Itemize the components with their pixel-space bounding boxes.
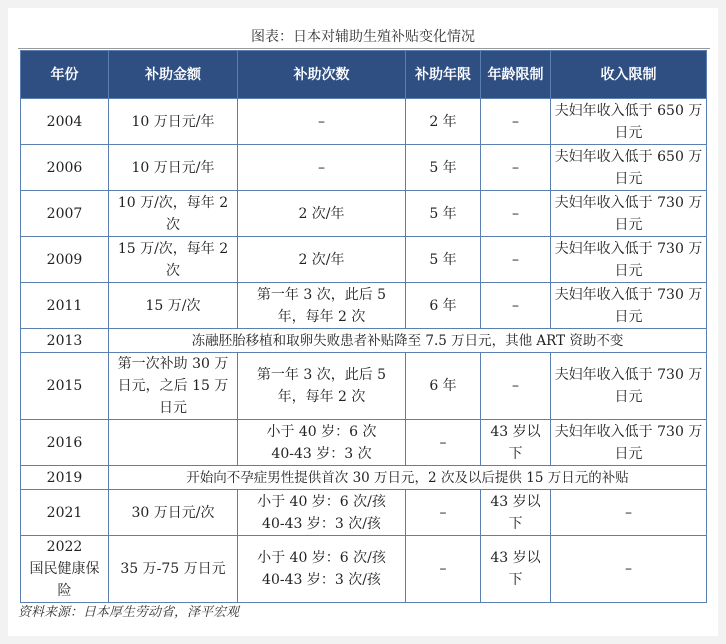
cell-years-limit: – [406,536,481,603]
cell-years-limit: – [406,420,481,466]
table-row [21,99,707,145]
table-row [21,420,707,466]
cell-years-limit: 5 年 [406,191,481,237]
cell-amount: 15 万/次 [109,283,238,329]
cell-years-limit: 5 年 [406,237,481,283]
header-row [21,51,707,99]
times-line: 40-43 岁：3 次 [271,445,372,462]
subsidy-table [20,50,707,603]
header-income-limit: 收入限制 [551,51,707,99]
cell-years-limit: 6 年 [406,353,481,420]
cell-age-limit: – [481,283,551,329]
header-age-limit: 年龄限制 [481,51,551,99]
header-years-limit: 补助年限 [406,51,481,99]
cell-year: 2006 [21,145,109,191]
cell-year: 2021 [21,490,109,536]
table-row [21,145,707,191]
cell-times: 第一年 3 次，此后 5 年，每年 2 次 [238,353,406,420]
title-divider [18,48,710,49]
source-note: 资料来源：日本厚生劳动省，泽平宏观 [18,605,240,620]
cell-times: – [238,145,406,191]
header-year: 年份 [21,51,109,99]
cell-income-limit: 夫妇年收入低于 730 万日元 [551,283,707,329]
cell-amount: 第一次补助 30 万日元，之后 15 万日元 [109,353,238,420]
cell-times: 2 次/年 [238,191,406,237]
cell-year [21,536,109,603]
cell-income-limit: 夫妇年收入低于 650 万日元 [551,99,707,145]
cell-year: 2013 [21,329,109,353]
year-line: 国民健康保险 [29,561,100,599]
cell-years-limit: 6 年 [406,283,481,329]
cell-amount: 15 万/次，每年 2 次 [109,237,238,283]
cell-times [238,536,406,603]
cell-times [238,490,406,536]
cell-income-limit: 夫妇年收入低于 730 万日元 [551,237,707,283]
cell-age-limit: – [481,145,551,191]
cell-years-limit: 5 年 [406,145,481,191]
cell-times: 2 次/年 [238,237,406,283]
cell-year: 2019 [21,466,109,490]
cell-times: 第一年 3 次，此后 5 年，每年 2 次 [238,283,406,329]
cell-age-limit: – [481,99,551,145]
cell-income-limit: 夫妇年收入低于 730 万日元 [551,420,707,466]
cell-income-limit: 夫妇年收入低于 650 万日元 [551,145,707,191]
times-line: 40-43 岁：3 次/孩 [262,572,381,588]
cell-year: 2011 [21,283,109,329]
cell-amount [109,420,238,466]
cell-year: 2004 [21,99,109,145]
table-row-note [21,329,707,353]
table-row [21,536,707,603]
cell-amount: 10 万日元/年 [109,99,238,145]
document-card [8,8,718,636]
times-line: 40-43 岁：3 次/孩 [262,515,381,532]
cell-year: 2009 [21,237,109,283]
cell-times: – [238,99,406,145]
table-row [21,191,707,237]
table-row [21,490,707,536]
cell-years-limit: 2 年 [406,99,481,145]
cell-amount: 10 万日元/年 [109,145,238,191]
year-line: 2022 [46,539,83,555]
cell-income-limit: – [551,490,707,536]
cell-age-limit: – [481,237,551,283]
cell-age-limit: 43 岁以下 [481,490,551,536]
cell-age-limit: – [481,353,551,420]
times-line: 小于 40 岁：6 次/孩 [257,493,386,510]
table-row [21,353,707,420]
cell-income-limit: 夫妇年收入低于 730 万日元 [551,353,707,420]
times-line: 小于 40 岁：6 次/孩 [257,550,386,566]
cell-year: 2007 [21,191,109,237]
cell-times [238,420,406,466]
cell-age-limit: 43 岁以下 [481,536,551,603]
table-row-note [21,466,707,490]
table-row [21,237,707,283]
cell-years-limit: – [406,490,481,536]
cell-note: 冻融胚胎移植和取卵失败患者补贴降至 7.5 万日元，其他 ART 资助不变 [109,329,707,353]
cell-year: 2016 [21,420,109,466]
cell-amount: 35 万-75 万日元 [109,536,238,603]
header-amount: 补助金额 [109,51,238,99]
table-row [21,283,707,329]
cell-year: 2015 [21,353,109,420]
cell-age-limit: – [481,191,551,237]
cell-income-limit: – [551,536,707,603]
cell-income-limit: 夫妇年收入低于 730 万日元 [551,191,707,237]
figure-title: 图表：日本对辅助生殖补贴变化情况 [251,29,475,45]
cell-amount: 30 万日元/次 [109,490,238,536]
cell-age-limit: 43 岁以下 [481,420,551,466]
times-line: 小于 40 岁：6 次 [266,423,377,440]
header-times: 补助次数 [238,51,406,99]
cell-note: 开始向不孕症男性提供首次 30 万日元，2 次及以后提供 15 万日元的补贴 [109,466,707,490]
cell-amount: 10 万/次，每年 2 次 [109,191,238,237]
